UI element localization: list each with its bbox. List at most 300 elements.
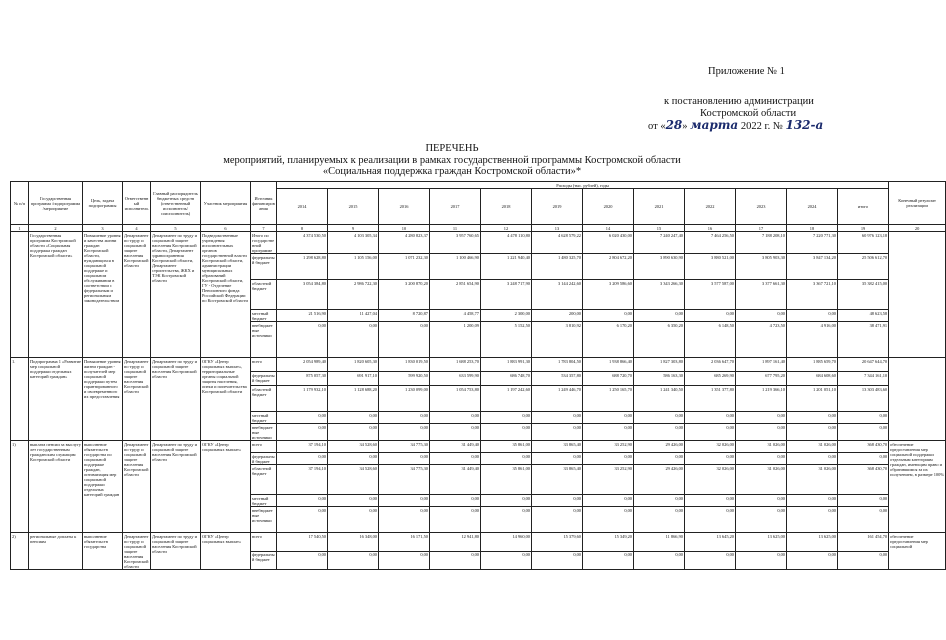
value-cell: 13 645,20 bbox=[685, 533, 736, 552]
value-cell: 1 480 325,70 bbox=[532, 254, 583, 280]
value-cell: 0,00 bbox=[838, 507, 889, 533]
value-cell: 2 804 672,20 bbox=[583, 254, 634, 280]
value-cell: 0,00 bbox=[685, 453, 736, 465]
value-cell: 2 300,00 bbox=[481, 310, 532, 322]
value-cell: 1 883 991,30 bbox=[481, 358, 532, 372]
value-cell: 0,00 bbox=[379, 412, 430, 424]
value-cell: 2 036 647,70 bbox=[685, 358, 736, 372]
value-cell: 200,00 bbox=[532, 310, 583, 322]
column-number: 5 bbox=[151, 225, 201, 232]
value-cell: 0,00 bbox=[685, 424, 736, 441]
doc-program-name: «Социальная поддержка граждан Костромской области»* bbox=[322, 166, 582, 177]
row-source: областной бюджет bbox=[251, 386, 277, 412]
value-cell: 34 528,60 bbox=[328, 441, 379, 453]
header-goal: Цель, задача подпрограммы bbox=[83, 182, 123, 225]
value-cell: 0,00 bbox=[838, 412, 889, 424]
value-cell: 0,00 bbox=[277, 322, 328, 358]
value-cell: 31 026,00 bbox=[736, 465, 787, 495]
value-cell: 0,00 bbox=[277, 495, 328, 507]
value-cell: 0,00 bbox=[430, 424, 481, 441]
value-cell: 368 430,70 bbox=[838, 465, 889, 495]
value-cell: 0,00 bbox=[583, 551, 634, 570]
value-cell: 0,00 bbox=[634, 412, 685, 424]
value-cell: 677 795,20 bbox=[736, 372, 787, 386]
value-cell: 0,00 bbox=[838, 551, 889, 570]
value-cell: 686 748,70 bbox=[481, 372, 532, 386]
value-cell: 0,00 bbox=[634, 310, 685, 322]
value-cell: 0,00 bbox=[583, 424, 634, 441]
row-executor: Департамент по труду и социальной защите населения Костромской области bbox=[123, 358, 151, 441]
header-manager: Главный распорядитель бюджетных средств (ответственный исполнитель/соисполнитель) bbox=[151, 182, 201, 225]
value-cell: 0,00 bbox=[634, 507, 685, 533]
date-number: 132-а bbox=[785, 118, 824, 132]
appendix-label: Приложение № 1 bbox=[708, 66, 785, 77]
value-cell: 1 783 804,50 bbox=[532, 358, 583, 372]
value-cell: 6 170,20 bbox=[583, 322, 634, 358]
value-cell: 21 516,90 bbox=[277, 310, 328, 322]
value-cell: 31 026,00 bbox=[787, 441, 838, 453]
column-number: 6 bbox=[201, 225, 251, 232]
column-number: 7 bbox=[251, 225, 277, 232]
table-row bbox=[11, 441, 946, 453]
row-manager: Департамент по труду и социальной защите населения Костромской области bbox=[151, 441, 201, 533]
value-cell: 3 377 661,30 bbox=[736, 280, 787, 310]
value-cell: 6 350,20 bbox=[634, 322, 685, 358]
value-cell: 33 865,40 bbox=[532, 441, 583, 453]
value-cell: 7 240 247,40 bbox=[634, 232, 685, 254]
value-cell: 34 528,60 bbox=[328, 465, 379, 495]
column-number: 17 bbox=[736, 225, 787, 232]
value-cell: 33 252,90 bbox=[583, 465, 634, 495]
value-cell: 0,00 bbox=[379, 322, 430, 358]
value-cell: 0,00 bbox=[736, 507, 787, 533]
value-cell: 34 775,30 bbox=[379, 441, 430, 453]
value-cell: 13 625,00 bbox=[787, 533, 838, 552]
value-cell: 6 020 430,00 bbox=[583, 232, 634, 254]
value-cell: 13 625,00 bbox=[736, 533, 787, 552]
value-cell: 1 827 303,80 bbox=[634, 358, 685, 372]
row-goal: Повышение уровня жизни граждан - получателей мер социальной поддержки путем гарантированного и своевременного их предоставления bbox=[83, 358, 123, 441]
value-cell: 875 057,30 bbox=[277, 372, 328, 386]
row-source: федеральный бюджет bbox=[252, 453, 275, 464]
value-cell: 688 720,70 bbox=[583, 372, 634, 386]
value-cell: 3 200 870,20 bbox=[379, 280, 430, 310]
value-cell: 0,00 bbox=[532, 495, 583, 507]
value-cell: 20 647 644,70 bbox=[838, 358, 889, 372]
value-cell: 0,00 bbox=[685, 310, 736, 322]
value-cell: 0,00 bbox=[430, 453, 481, 465]
value-cell: 2 054 989,40 bbox=[277, 358, 328, 372]
value-cell: 4 723,50 bbox=[736, 322, 787, 358]
row-num: 2) bbox=[11, 533, 29, 570]
value-cell: 0,00 bbox=[634, 495, 685, 507]
value-cell: 0,00 bbox=[532, 424, 583, 441]
value-cell: 1 250 165,70 bbox=[583, 386, 634, 412]
doc-title: ПЕРЕЧЕНЬ bbox=[425, 143, 479, 154]
value-cell: 0,00 bbox=[787, 495, 838, 507]
header-year: итого bbox=[838, 189, 889, 225]
column-number: 4 bbox=[123, 225, 151, 232]
value-cell: 38 471,91 bbox=[838, 322, 889, 358]
header-year: 2017 bbox=[430, 189, 481, 225]
value-cell: 14 960,00 bbox=[481, 533, 532, 552]
value-cell: 586 163,30 bbox=[634, 372, 685, 386]
value-cell: 0,00 bbox=[328, 453, 379, 465]
value-cell: 4 103 305,34 bbox=[328, 232, 379, 254]
value-cell: 7 464 256,50 bbox=[685, 232, 736, 254]
row-source: областной бюджет bbox=[251, 465, 277, 495]
header-year: 2020 bbox=[583, 189, 634, 225]
row-source: местный бюджет bbox=[251, 412, 277, 424]
value-cell: 37 194,10 bbox=[277, 441, 328, 453]
value-cell: 0,00 bbox=[787, 507, 838, 533]
value-cell: 0,00 bbox=[379, 424, 430, 441]
value-cell: 0,00 bbox=[736, 495, 787, 507]
value-cell: 3 343 266,30 bbox=[634, 280, 685, 310]
value-cell: 0,00 bbox=[634, 453, 685, 465]
header-program: Государственная программа /подпрограмма /мероприятие bbox=[29, 182, 83, 225]
row-goal: выполнение обязательств государства по социальной поддержке граждан, оптимизация мер социальной поддержки отдельных категорий граждан bbox=[83, 441, 123, 533]
value-cell: 35 382 415,00 bbox=[838, 280, 889, 310]
value-cell: 0,00 bbox=[430, 551, 481, 570]
value-cell: 0,00 bbox=[328, 507, 379, 533]
row-source: местный бюджет bbox=[251, 495, 277, 507]
value-cell: 0,00 bbox=[277, 507, 328, 533]
value-cell: 48 623,58 bbox=[838, 310, 889, 322]
value-cell: 0,00 bbox=[532, 453, 583, 465]
value-cell: 17 540,50 bbox=[277, 533, 328, 552]
row-source: внебюджетные источники bbox=[251, 322, 277, 358]
value-cell: 0,00 bbox=[736, 412, 787, 424]
date-day: 28 bbox=[665, 118, 683, 132]
value-cell: 0,00 bbox=[328, 412, 379, 424]
row-source: внебюджетные источники bbox=[251, 424, 277, 441]
resolution-date bbox=[648, 119, 823, 133]
value-cell: 0,00 bbox=[328, 495, 379, 507]
row-source: Итого по государственной программе bbox=[251, 232, 277, 254]
header-year: 2023 bbox=[736, 189, 787, 225]
value-cell: 35 861,00 bbox=[481, 465, 532, 495]
value-cell: 0,00 bbox=[532, 412, 583, 424]
value-cell: 15 379,60 bbox=[532, 533, 583, 552]
value-cell: 1 298 628,80 bbox=[277, 254, 328, 280]
value-cell: 12 941,80 bbox=[430, 533, 481, 552]
date-prefix: от « bbox=[648, 121, 666, 132]
value-cell: 0,00 bbox=[481, 551, 532, 570]
value-cell: 1 249 446,70 bbox=[532, 386, 583, 412]
row-participant: Подведомственные учреждения исполнительных органов государственной власти Костромской области, администрации муниципальных образований Костромской области, ГУ - Отделение Пенсионного фонда Российской Федерации по Костромской области bbox=[201, 232, 251, 358]
value-cell: 15 349,20 bbox=[583, 533, 634, 552]
value-cell: 3 810,92 bbox=[532, 322, 583, 358]
column-number: 8 bbox=[277, 225, 328, 232]
value-cell: 685 269,90 bbox=[685, 372, 736, 386]
header-year: 2022 bbox=[685, 189, 736, 225]
value-cell: 1 128 688,20 bbox=[328, 386, 379, 412]
value-cell: 34 775,30 bbox=[379, 465, 430, 495]
value-cell: 1 885 659,70 bbox=[787, 358, 838, 372]
row-result bbox=[889, 358, 946, 441]
value-cell: 0,00 bbox=[838, 453, 889, 465]
value-cell: 0,00 bbox=[328, 322, 379, 358]
column-number: 13 bbox=[532, 225, 583, 232]
value-cell: 0,00 bbox=[532, 551, 583, 570]
value-cell: 0,00 bbox=[685, 551, 736, 570]
value-cell: 4 458,77 bbox=[430, 310, 481, 322]
value-cell: 0,00 bbox=[838, 424, 889, 441]
row-result bbox=[889, 232, 946, 358]
value-cell: 1 179 932,10 bbox=[277, 386, 328, 412]
column-number: 20 bbox=[889, 225, 946, 232]
value-cell: 0,00 bbox=[685, 507, 736, 533]
value-cell: 3 880 521,00 bbox=[685, 254, 736, 280]
value-cell: 4 478 110,80 bbox=[481, 232, 532, 254]
value-cell: 8 720,87 bbox=[379, 310, 430, 322]
value-cell: 0,00 bbox=[634, 424, 685, 441]
value-cell: 599 920,50 bbox=[379, 372, 430, 386]
value-cell: 1 830 019,50 bbox=[379, 358, 430, 372]
row-participant: ОГКУ «Центр социальных выплат» bbox=[201, 533, 251, 570]
row-manager: Департамент по труду и социальной защите населения Костромской области bbox=[151, 533, 201, 570]
value-cell: 0,00 bbox=[583, 412, 634, 424]
value-cell: 691 917,10 bbox=[328, 372, 379, 386]
header-num: № п/п bbox=[11, 182, 29, 225]
column-number: 9 bbox=[328, 225, 379, 232]
value-cell: 32 026,00 bbox=[685, 441, 736, 453]
value-cell: 33 252,90 bbox=[583, 441, 634, 453]
value-cell: 31 449,40 bbox=[430, 441, 481, 453]
value-cell: 633 599,90 bbox=[430, 372, 481, 386]
value-cell: 0,00 bbox=[685, 412, 736, 424]
value-cell: 4 280 823,37 bbox=[379, 232, 430, 254]
value-cell: 60 976 123,18 bbox=[838, 232, 889, 254]
value-cell: 7 188 208,10 bbox=[736, 232, 787, 254]
row-source: федеральный бюджет bbox=[251, 551, 277, 570]
header-year: 2016 bbox=[379, 189, 430, 225]
doc-subtitle: мероприятий, планируемых к реализации в рамках государственной программы Костромской области bbox=[223, 155, 681, 166]
column-number: 15 bbox=[634, 225, 685, 232]
column-number: 3 bbox=[83, 225, 123, 232]
value-cell: 0,00 bbox=[787, 424, 838, 441]
value-cell: 29 426,00 bbox=[634, 441, 685, 453]
table-row bbox=[11, 358, 946, 372]
value-cell: 31 026,00 bbox=[736, 441, 787, 453]
value-cell: 29 426,00 bbox=[634, 465, 685, 495]
value-cell: 13 303 483,60 bbox=[838, 386, 889, 412]
value-cell: 25 506 612,70 bbox=[838, 254, 889, 280]
value-cell: 3 248 717,90 bbox=[481, 280, 532, 310]
value-cell: 0,00 bbox=[736, 551, 787, 570]
value-cell: 1 351 377,80 bbox=[685, 386, 736, 412]
value-cell: 3 144 242,60 bbox=[532, 280, 583, 310]
header-executor: Ответственный исполнитель bbox=[123, 182, 151, 225]
value-cell: 3 847 134,20 bbox=[787, 254, 838, 280]
row-executor: Департамент по труду и социальной защите населения Костромской области bbox=[123, 441, 151, 533]
value-cell: 0,00 bbox=[787, 551, 838, 570]
date-mid: » bbox=[682, 121, 688, 132]
value-cell: 2 851 654,90 bbox=[430, 280, 481, 310]
row-participant: ОГКУ «Центр социальных выплат» bbox=[201, 441, 251, 533]
value-cell: 3 054 384,80 bbox=[277, 280, 328, 310]
row-source: внебюджетные источники bbox=[251, 507, 277, 533]
row-source: областной бюджет bbox=[251, 280, 277, 310]
value-cell: 31 026,00 bbox=[787, 465, 838, 495]
value-cell: 1 230 099,00 bbox=[379, 386, 430, 412]
row-participant: ОГКУ «Центр социальных выплат», территориальные органы социальной защиты населения, опеки и попечительства Костромской области bbox=[201, 358, 251, 441]
measures-table bbox=[10, 181, 946, 570]
column-number: 11 bbox=[430, 225, 481, 232]
value-cell: 1 105 156,00 bbox=[328, 254, 379, 280]
value-cell: 3 957 760,65 bbox=[430, 232, 481, 254]
value-cell: 0,00 bbox=[787, 412, 838, 424]
value-cell: 1 197 242,60 bbox=[481, 386, 532, 412]
value-cell: 7 344 161,10 bbox=[838, 372, 889, 386]
value-cell: 0,00 bbox=[379, 507, 430, 533]
column-number: 18 bbox=[787, 225, 838, 232]
column-number: 1 bbox=[11, 225, 29, 232]
value-cell: 35 861,00 bbox=[481, 441, 532, 453]
header-result: Конечный результат реализации bbox=[889, 182, 946, 225]
header-year: 2015 bbox=[328, 189, 379, 225]
value-cell: 0,00 bbox=[583, 453, 634, 465]
header-year: 2021 bbox=[634, 189, 685, 225]
value-cell: 0,00 bbox=[328, 424, 379, 441]
row-num: 1) bbox=[11, 441, 29, 533]
value-cell: 4 374 530,50 bbox=[277, 232, 328, 254]
value-cell: 0,00 bbox=[583, 310, 634, 322]
value-cell: 3 209 586,60 bbox=[583, 280, 634, 310]
value-cell: 0,00 bbox=[379, 551, 430, 570]
value-cell: 3 367 721,10 bbox=[787, 280, 838, 310]
value-cell: 0,00 bbox=[481, 424, 532, 441]
column-number: 2 bbox=[29, 225, 83, 232]
value-cell: 0,00 bbox=[481, 507, 532, 533]
value-cell: 2 986 722,30 bbox=[328, 280, 379, 310]
value-cell: 3 890 630,90 bbox=[634, 254, 685, 280]
row-goal: Повышение уровня и качества жизни граждан Костромской области, нуждающихся в социальной поддержке и социальном обслуживании в соответствии с федеральным и региональным законодательством bbox=[83, 232, 123, 358]
value-cell: 7 220 771,30 bbox=[787, 232, 838, 254]
value-cell: 534 357,80 bbox=[532, 372, 583, 386]
value-cell: 3 805 903,30 bbox=[736, 254, 787, 280]
value-cell: 0,00 bbox=[787, 310, 838, 322]
value-cell: 161 454,70 bbox=[838, 533, 889, 552]
value-cell: 0,00 bbox=[583, 495, 634, 507]
row-num: 1. bbox=[11, 358, 29, 441]
header-year: 2014 bbox=[277, 189, 328, 225]
header-expenses: Расходы (тыс. рублей), годы bbox=[277, 182, 889, 189]
value-cell: 0,00 bbox=[430, 495, 481, 507]
value-cell: 0,00 bbox=[379, 495, 430, 507]
value-cell: 1 221 940,40 bbox=[481, 254, 532, 280]
header-year: 2024 bbox=[787, 189, 838, 225]
resolution-line2: Костромской области bbox=[700, 108, 797, 119]
row-source: федеральный бюджет bbox=[251, 372, 277, 386]
value-cell: 684 608,60 bbox=[787, 372, 838, 386]
value-cell: 11 427,04 bbox=[328, 310, 379, 322]
value-cell: 0,00 bbox=[583, 507, 634, 533]
date-month: марта bbox=[690, 118, 739, 132]
value-cell: 0,00 bbox=[685, 495, 736, 507]
column-number: 16 bbox=[685, 225, 736, 232]
value-cell: 0,00 bbox=[277, 412, 328, 424]
row-program: Государственная программа Костромской области «Социальная поддержка граждан Костромской области» bbox=[29, 232, 83, 358]
row-result: обеспечение предоставления мер социальной поддержки отдельным категориям граждан, имеющим право и обратившимся за их получением, в размере 100% bbox=[889, 441, 946, 533]
value-cell: 6 148,50 bbox=[685, 322, 736, 358]
value-cell: 3 577 587,00 bbox=[685, 280, 736, 310]
value-cell: 1 241 340,50 bbox=[634, 386, 685, 412]
row-goal: выполнение обязательств государства bbox=[83, 533, 123, 570]
value-cell: 0,00 bbox=[736, 424, 787, 441]
value-cell: 1 054 753,80 bbox=[430, 386, 481, 412]
value-cell: 1 100 466,90 bbox=[430, 254, 481, 280]
value-cell: 0,00 bbox=[430, 507, 481, 533]
value-cell: 0,00 bbox=[736, 310, 787, 322]
row-source: всего bbox=[251, 533, 277, 552]
value-cell: 16 348,00 bbox=[328, 533, 379, 552]
row-executor: Департамент по труду и социальной защите населения Костромской области bbox=[123, 533, 151, 570]
value-cell: 11 866,90 bbox=[634, 533, 685, 552]
column-number: 19 bbox=[838, 225, 889, 232]
row-source: федеральный бюджет bbox=[251, 254, 277, 280]
value-cell: 1 938 866,40 bbox=[583, 358, 634, 372]
value-cell: 4 628 579,22 bbox=[532, 232, 583, 254]
value-cell: 4 916,00 bbox=[787, 322, 838, 358]
value-cell: 0,00 bbox=[634, 551, 685, 570]
row-source: всего bbox=[251, 358, 277, 372]
value-cell: 1 071 232,30 bbox=[379, 254, 430, 280]
value-cell: 31 449,40 bbox=[430, 465, 481, 495]
row-program: выплата пенсии за выслугу лет государственным гражданским служащим Костромской области bbox=[29, 441, 83, 533]
value-cell: 0,00 bbox=[277, 424, 328, 441]
header-participant: Участник мероприятия bbox=[201, 182, 251, 225]
row-manager: Департамент по труду и социальной защите населения Костромской области, Департамент здравоохранения Костромской области, Департамент строительства, ЖКХ и ТЭК Костромской области bbox=[151, 232, 201, 358]
header-source: Источник финансирования bbox=[251, 182, 277, 225]
column-number: 10 bbox=[379, 225, 430, 232]
value-cell: 0,00 bbox=[481, 412, 532, 424]
value-cell: 1 820 605,30 bbox=[328, 358, 379, 372]
table-row bbox=[11, 232, 946, 254]
row-program: Подпрограмма 1 «Развитие мер социальной поддержки отдельных категорий граждан» bbox=[29, 358, 83, 441]
value-cell: 0,00 bbox=[481, 495, 532, 507]
row-program: региональные доплаты к пенсиям bbox=[29, 533, 83, 570]
column-number: 12 bbox=[481, 225, 532, 232]
row-result: обеспечение предоставления мер социальной bbox=[889, 533, 946, 570]
value-cell: 0,00 bbox=[277, 551, 328, 570]
value-cell: 0,00 bbox=[787, 453, 838, 465]
value-cell: 1 897 161,40 bbox=[736, 358, 787, 372]
row-executor: Департамент по труду и социальной защите населения Костромской области bbox=[123, 232, 151, 358]
value-cell: 0,00 bbox=[481, 453, 532, 465]
column-number: 14 bbox=[583, 225, 634, 232]
table-row bbox=[11, 533, 946, 552]
resolution-line1: к постановлению администрации bbox=[664, 96, 814, 107]
row-source: местный бюджет bbox=[251, 310, 277, 322]
value-cell: 0,00 bbox=[277, 453, 328, 465]
value-cell: 33 865,40 bbox=[532, 465, 583, 495]
value-cell: 0,00 bbox=[838, 495, 889, 507]
value-cell: 1 219 366,10 bbox=[736, 386, 787, 412]
value-cell: 32 026,00 bbox=[685, 465, 736, 495]
value-cell: 0,00 bbox=[379, 453, 430, 465]
header-year: 2019 bbox=[532, 189, 583, 225]
header-year: 2018 bbox=[481, 189, 532, 225]
value-cell: 1 200,09 bbox=[430, 322, 481, 358]
value-cell: 0,00 bbox=[532, 507, 583, 533]
value-cell: 1 688 253,70 bbox=[430, 358, 481, 372]
value-cell: 0,00 bbox=[736, 453, 787, 465]
date-year: 2022 г. № bbox=[740, 121, 783, 132]
value-cell: 16 171,50 bbox=[379, 533, 430, 552]
value-cell: 37 194,10 bbox=[277, 465, 328, 495]
